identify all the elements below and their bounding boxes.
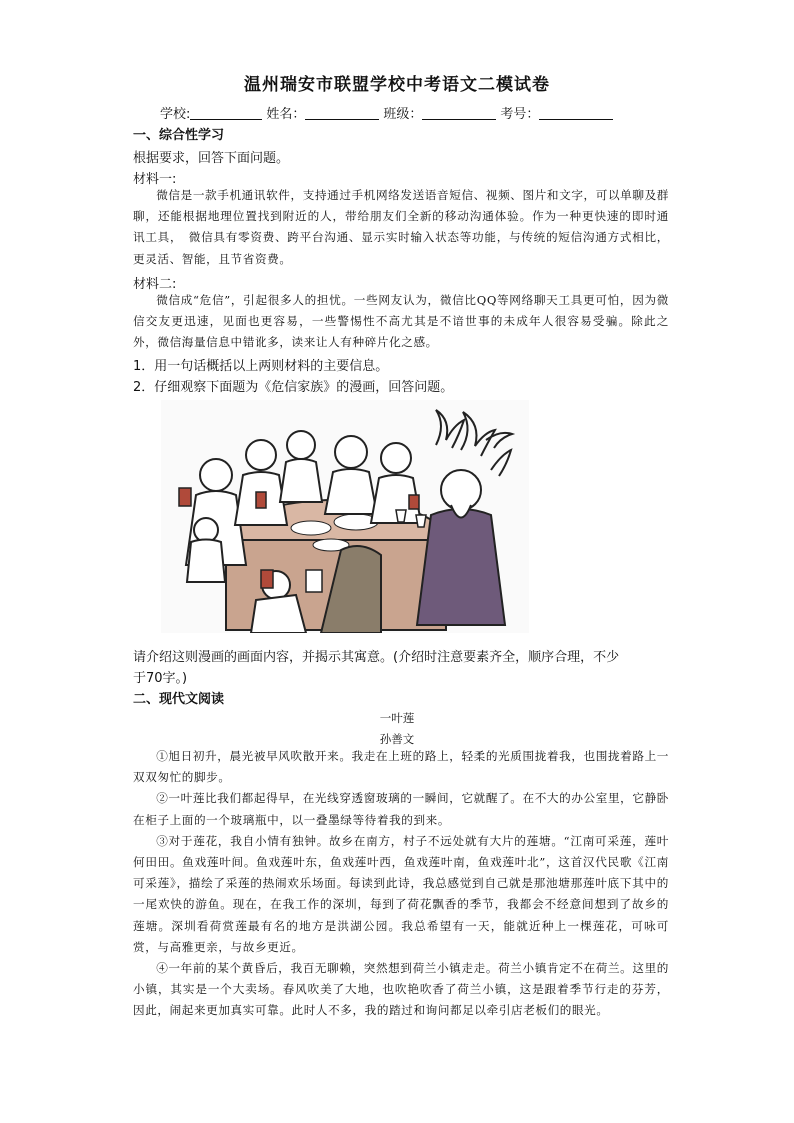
section1-instruction: 根据要求，回答下面问题。 <box>133 151 290 166</box>
phone-icon <box>409 495 419 509</box>
school-label: 学校: <box>160 107 191 122</box>
question-2-prompt-1: 请介绍这则漫画的画面内容，并揭示其寓意。(介绍时注意要素齐全，顺序合理，不少 <box>133 650 620 665</box>
number-field[interactable] <box>539 105 613 120</box>
question-2: 2．仔细观察下面题为《危信家族》的漫画，回答问题。 <box>133 380 454 395</box>
phone-icon <box>179 488 191 506</box>
article-paragraph: ②一叶莲比我们都起得早，在光线穿透窗玻璃的一瞬间，它就醒了。在不大的办公室里，它静卧在柜子上面的一个玻璃瓶中，以一叠墨绿等待着我的到来。 <box>133 791 669 827</box>
class-label: 班级： <box>383 107 423 122</box>
name-field[interactable] <box>305 105 379 120</box>
grandpa-head <box>441 470 481 510</box>
article-body <box>133 746 669 1022</box>
material1-label: 材料一: <box>133 172 177 187</box>
number-label: 考号： <box>500 107 540 122</box>
phone-icon <box>306 570 322 592</box>
girl-head <box>246 440 276 470</box>
school-field[interactable] <box>190 105 262 120</box>
woman-head <box>200 459 232 491</box>
name-label: 姓名： <box>266 107 306 122</box>
section2-heading: 二、现代文阅读 <box>133 692 225 707</box>
material2-label: 材料二: <box>133 277 177 292</box>
article-title: 一叶莲 <box>379 711 415 725</box>
cartoon-image <box>161 400 529 633</box>
material2-text: 微信成“危信”，引起很多人的担忧。一些网友认为，微信比QQ等网络聊天工具更可怕，因为微信交友更迅速，见面也更容易，一些警惕性不高尤其是不谙世事的未成年人很容易受骗。除此之外，微信海量信息中错讹多，读来让人有种碎片化之感。 <box>133 293 669 350</box>
class-field[interactable] <box>422 105 496 120</box>
grandpa-robe <box>417 509 505 625</box>
material1-text: 微信是一款手机通讯软件，支持通过手机网络发送语音短信、视频、图片和文字，可以单聊及群聊，还能根据地理位置找到附近的人，带给朋友们全新的移动沟通体验。作为一种更快速的即时通讯工具， 微信具有零资费、跨平台沟通、显示实时输入状态等功能，与传统的短信沟通方式相比，更灵活、智能，且节省资费。 <box>133 188 669 266</box>
article-paragraph: ③对于莲花，我自小情有独钟。故乡在南方，村子不远处就有大片的莲塘。“江南可采莲，莲叶何田田。鱼戏莲叶间。鱼戏莲叶东，鱼戏莲叶西，鱼戏莲叶南，鱼戏莲叶北”，这首汉代民歌《江南可采莲》，描绘了采莲的热闹欢乐场面。每读到此诗，我总感觉到自己就是那池塘那莲叶底下其中的一尾欢快的游鱼。现在，在我工作的深圳，每到了荷花飘香的季节，我都会不经意间想到了故乡的莲塘。深圳看荷赏莲最有名的地方是洪湖公园。我总希望有一天，能就近种上一棵莲花，可咏可赏，与高雅更亲，与故乡更近。 <box>133 833 669 954</box>
question-1: 1．用一句话概括以上两则材料的主要信息。 <box>133 359 389 374</box>
article-paragraph: ①旭日初升，晨光被早风吹散开来。我走在上班的路上，轻柔的光质围拢着我，也围拢着路上一双双匆忙的脚步。 <box>133 749 669 785</box>
phone-icon <box>261 570 273 588</box>
article-paragraph: ④一年前的某个黄昏后，我百无聊赖，突然想到荷兰小镇走走。荷兰小镇肯定不在荷兰。这里的小镇，其实是一个大卖场。春风吹美了大地，也吹艳吹香了荷兰小镇，这是跟着季节行走的芬芳，因此，闹起来更加真实可靠。此时人不多，我的踏过和询问都足以牵引店老板们的眼光。 <box>133 961 669 1018</box>
question-2-prompt-2: 于70字。) <box>133 671 188 686</box>
baby-head <box>194 518 218 542</box>
article-author: 孙善文 <box>379 732 415 746</box>
student-info-line <box>160 103 617 122</box>
section1-heading: 一、综合性学习 <box>133 128 225 143</box>
exam-title: 温州瑞安市联盟学校中考语文二模试卷 <box>244 75 550 95</box>
phone-icon <box>256 492 266 508</box>
